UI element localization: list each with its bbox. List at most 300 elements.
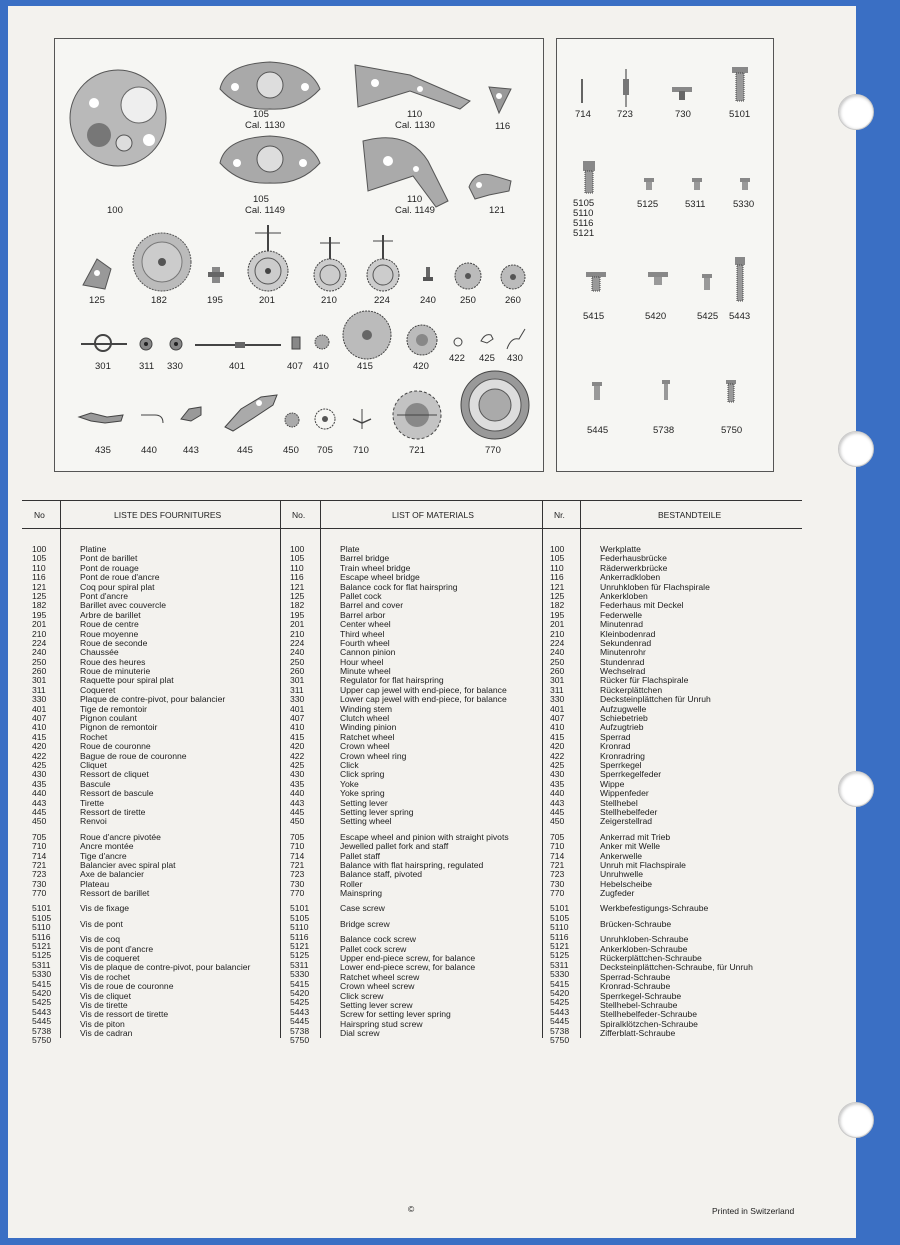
table-cell: 430 [32, 769, 47, 780]
table-cell: Bascule [80, 778, 111, 789]
table-cell: 121 [550, 581, 565, 592]
header-no: No. [292, 510, 306, 520]
part-label: 401 [229, 361, 245, 372]
part-illustration-case-screw [731, 65, 749, 103]
part-label: 311 [139, 361, 155, 372]
table-cell: 5443 [290, 1006, 310, 1017]
binder-hole [838, 94, 874, 130]
table-cell: 5445 [550, 1016, 570, 1027]
part-illustration-crown-wheel-screw [647, 271, 669, 287]
table-cell: 415 [32, 731, 47, 742]
table-cell: 5415 [550, 978, 570, 989]
table-cell: Hairspring stud screw [340, 1018, 423, 1029]
table-cell: 110 [550, 562, 564, 573]
table-cell: 5330 [290, 969, 310, 980]
table-cell: 250 [550, 656, 565, 667]
screw-label: 5311 [685, 199, 706, 210]
table-cell: 420 [32, 741, 47, 752]
part-illustration-fourth-wheel [363, 233, 403, 293]
table-cell: Vis de pont d'ancre [80, 943, 154, 954]
table-cell: Sperrad [600, 731, 631, 742]
table-cell: 450 [290, 816, 305, 827]
table-cell: 410 [550, 722, 565, 733]
table-cell: 5105 [32, 912, 52, 923]
table-cell: 224 [290, 637, 305, 648]
table-cell: 5125 [550, 950, 570, 961]
table-cell: 710 [550, 841, 565, 852]
french-column [80, 545, 250, 1039]
table-cell: 770 [32, 888, 47, 899]
table-cell: Pignon coulant [80, 713, 137, 724]
part-illustration-escape-wheel-bridge [487, 85, 513, 115]
table-cell: 443 [290, 797, 305, 808]
header-german: BESTANDTEILE [658, 510, 722, 520]
table-cell: 125 [32, 590, 47, 601]
table-cell: Wippenfeder [600, 788, 649, 799]
table-cell: Sperrkegel [600, 759, 642, 770]
part-illustration-train-wheel-bridge-1130 [350, 61, 475, 113]
screw-label: 5445 [587, 425, 609, 436]
table-cell: 721 [550, 859, 565, 870]
table-cell: 5311 [550, 959, 569, 970]
table-cell: Kleinbodenrad [600, 628, 656, 639]
part-illustration-barrel-bridge-1149 [215, 133, 325, 188]
part-illustration-setting-lever-spring [221, 391, 281, 435]
part-illustration-dial-screw [725, 379, 737, 403]
table-cell: Escape wheel and pinion with straight pivots [340, 831, 509, 842]
part-label: 440 [141, 445, 157, 456]
table-cell: Roue de seconde [80, 637, 148, 648]
table-cell: Crown wheel [340, 741, 390, 752]
part-illustration-pallet-staff [579, 79, 585, 103]
part-illustration-regulator [79, 333, 129, 353]
table-cell: 714 [290, 850, 305, 861]
part-illustration-balance [389, 387, 445, 443]
table-cell: 311 [550, 684, 564, 695]
table-cell: Stundenrad [600, 656, 645, 667]
table-cell: 5445 [32, 1016, 52, 1027]
screw-label: 730 [675, 109, 691, 120]
table-cell: 5738 [290, 1025, 310, 1036]
table-cell: 450 [32, 816, 47, 827]
table-cell: Schiebetrieb [600, 713, 648, 724]
table-cell: Stellhebelfeder [600, 806, 658, 817]
table-cell: 182 [32, 600, 47, 611]
part-illustration-setting-lever [179, 405, 205, 423]
table-cell: Kronradring [600, 750, 645, 761]
part-illustration-setting-wheel [283, 411, 301, 429]
part-illustration-click-screw [701, 273, 713, 291]
table-cell: 723 [550, 869, 565, 880]
table-cell: Balance with flat hairspring, regulated [340, 859, 484, 870]
table-cell: 415 [290, 731, 305, 742]
table-cell: Vis de cadran [80, 1028, 133, 1039]
table-cell: Ressort de cliquet [80, 769, 149, 780]
table-cell: 301 [550, 675, 565, 686]
table-cell: 330 [550, 694, 565, 705]
table-cell: Barillet avec couvercle [80, 600, 166, 611]
table-cell: Stellhebel [600, 797, 638, 808]
table-cell: Mainspring [340, 888, 383, 899]
part-illustration-ratchet-wheel-screw [585, 271, 607, 293]
table-cell: 210 [550, 628, 565, 639]
table-cell: Federhaus mit Deckel [600, 600, 684, 611]
part-label: 100 [107, 205, 123, 216]
table-cell: Case screw [340, 903, 385, 914]
copyright-mark: © [408, 1204, 415, 1214]
table-cell: Roue d'ancre pivotée [80, 831, 161, 842]
part-illustration-lower-cap-jewel [169, 337, 183, 351]
table-cell: 5738 [550, 1025, 570, 1036]
table-cell: Vis de coqueret [80, 953, 140, 964]
table-cell: Click [340, 759, 359, 770]
table-cell: 195 [290, 609, 305, 620]
part-illustration-winding-stem [195, 341, 281, 349]
screw-label: 5105 5110 5116 5121 [573, 198, 595, 239]
table-cell: Minutenrohr [600, 647, 646, 658]
parts-illustration-panel [54, 38, 544, 472]
part-label: 105 [253, 109, 269, 120]
part-illustration-crown-wheel-ring [453, 337, 463, 347]
table-cell: 121 [32, 581, 47, 592]
table-cell: 422 [32, 750, 47, 761]
table-cell: Ankerradkloben [600, 572, 661, 583]
table-cell: 723 [290, 869, 305, 880]
table-cell: 730 [32, 878, 47, 889]
part-label: 116 [495, 121, 511, 132]
table-cell: Decksteinplättchen für Unruh [600, 694, 711, 705]
printed-note: Printed in Switzerland [712, 1206, 795, 1216]
table-cell: Zugfeder [600, 888, 635, 899]
table-cell: 100 [290, 544, 305, 554]
table-cell: Setting lever screw [340, 999, 413, 1010]
table-cell: Regulator for flat hairspring [340, 675, 444, 686]
table-cell: 705 [550, 831, 565, 842]
table-cell: Unruhkloben für Flachspirale [600, 581, 710, 592]
part-illustration-clutch-wheel [289, 335, 303, 351]
table-cell: 250 [32, 656, 47, 667]
table-cell: Pallet cock screw [340, 943, 407, 954]
table-cell: Roue de centre [80, 619, 139, 630]
table-cell: 201 [550, 619, 565, 630]
table-cell: 5425 [290, 997, 310, 1008]
part-label: 407 [287, 361, 303, 372]
table-cell: 5116 [290, 931, 309, 942]
part-label: 435 [95, 445, 111, 456]
table-cell: Plate [340, 544, 360, 554]
part-illustration-mainspring [459, 369, 531, 441]
table-cell: 430 [290, 769, 305, 780]
part-illustration-lower-end-piece-screw [739, 177, 751, 191]
table-cell: Dial screw [340, 1028, 380, 1039]
table-cell: Barrel bridge [340, 553, 390, 564]
part-illustration-bridge-screw [581, 159, 597, 195]
table-cell: Vis de ressort de tirette [80, 1009, 169, 1020]
table-cell: 116 [550, 572, 564, 583]
part-label: 705 [317, 445, 333, 456]
table-cell: Cliquet [80, 759, 107, 770]
table-cell: 710 [32, 841, 47, 852]
part-label: 201 [259, 295, 275, 306]
table-cell: 443 [32, 797, 47, 808]
table-cell: Tige d'ancre [80, 850, 127, 861]
table-cell: 407 [550, 713, 565, 724]
part-label: 422 [449, 353, 465, 364]
binder-hole [838, 771, 874, 807]
part-label: 240 [420, 295, 436, 306]
table-cell: 445 [290, 806, 305, 817]
part-illustration-roller [671, 85, 693, 101]
table-cell: Bague de roue de couronne [80, 750, 187, 761]
table-cell: 224 [550, 637, 565, 648]
table-cell: 721 [290, 859, 305, 870]
table-cell: 5101 [290, 903, 310, 914]
table-cell: Roller [340, 878, 363, 889]
header-french: LISTE DES FOURNITURES [114, 510, 222, 520]
table-cell: Barrel and cover [340, 600, 404, 611]
part-label: 430 [507, 353, 523, 364]
table-cell: Roue de couronne [80, 741, 151, 752]
table-cell: Barrel arbor [340, 609, 386, 620]
part-label: 710 [353, 445, 369, 456]
number-column [550, 545, 569, 1045]
table-cell: Ancre montée [80, 841, 134, 852]
header-english: LIST OF MATERIALS [392, 510, 474, 520]
table-cell: Coq pour spiral plat [80, 581, 155, 592]
table-cell: 260 [550, 666, 565, 677]
table-cell: Tige de remontoir [80, 703, 148, 714]
table-cell: Balancier avec spiral plat [80, 859, 176, 870]
table-cell: 240 [550, 647, 565, 658]
table-cell: 443 [550, 797, 565, 808]
screw-label: 5420 [645, 311, 667, 322]
table-cell: Vis de coq [80, 934, 120, 945]
table-cell: Vis de fixage [80, 903, 130, 914]
table-cell: Pont de roue d'ancre [80, 572, 160, 583]
screw-label: 5330 [733, 199, 755, 210]
part-illustration-pallet-cock [77, 253, 117, 293]
screw-label: 5425 [697, 311, 719, 322]
table-cell: Bridge screw [340, 918, 390, 929]
table-cell: 5738 [32, 1025, 52, 1036]
table-cell: 445 [32, 806, 47, 817]
table-cell: Sperrkegelfeder [600, 769, 662, 780]
part-label: 445 [237, 445, 253, 456]
table-cell: Ankerrad mit Trieb [600, 831, 671, 842]
table-cell: 770 [290, 888, 305, 899]
table-cell: Aufzugtrieb [600, 722, 644, 733]
table-cell: Vis de plaque de contre-pivot, pour balancier [80, 962, 251, 973]
part-illustration-pallet-cock-screw [643, 177, 655, 191]
table-cell: 195 [32, 609, 47, 620]
table-cell: Rückerplättchen [600, 684, 663, 695]
table-cell: 407 [32, 713, 47, 724]
table-cell: 710 [290, 841, 305, 852]
screw-label: 714 [575, 109, 591, 120]
screw-label: 5101 [729, 109, 751, 120]
table-cell: 5125 [32, 950, 52, 961]
table-cell: Winding stem [340, 703, 393, 714]
screw-label: 723 [617, 109, 633, 120]
table-cell: 5116 [550, 931, 569, 942]
table-cell: 422 [550, 750, 565, 761]
table-cell: Werkbefestigungs-Schraube [600, 903, 709, 914]
table-cell: Setting lever [340, 797, 388, 808]
table-cell: 5445 [290, 1016, 310, 1027]
table-cell: 721 [32, 859, 47, 870]
part-label: 224 [374, 295, 390, 306]
table-cell: Rochet [80, 731, 108, 742]
table-cell: Balance cock for flat hairspring [340, 581, 458, 592]
table-cell: 301 [32, 675, 47, 686]
table-cell: 425 [32, 759, 47, 770]
table-cell: Ankerkloben-Schraube [600, 943, 688, 954]
table-cell: 5443 [550, 1006, 570, 1017]
binder-hole [838, 1102, 874, 1138]
table-cell: Vis de piton [80, 1018, 125, 1029]
table-cell: Crown wheel screw [340, 981, 415, 992]
table-cell: Kronrad-Schraube [600, 981, 671, 992]
table-cell: 5330 [32, 969, 52, 980]
table-cell: Pont de rouage [80, 562, 139, 573]
table-cell: Hebelscheibe [600, 878, 653, 889]
table-cell: Anker mit Welle [600, 841, 661, 852]
screw-label: 5443 [729, 311, 751, 322]
table-cell: Yoke spring [340, 788, 385, 799]
table-cell: 330 [32, 694, 47, 705]
part-illustration-minute-wheel [499, 263, 527, 291]
table-cell: Chaussée [80, 647, 119, 658]
table-cell: Ressort de tirette [80, 806, 146, 817]
table-cell: 5425 [550, 997, 570, 1008]
table-cell: Platine [80, 544, 107, 554]
table-cell: 240 [32, 647, 47, 658]
table-cell: 201 [32, 619, 47, 630]
part-illustration-barrel-arbor [207, 265, 225, 285]
table-cell: Vis de rochet [80, 971, 131, 982]
table-cell: 5420 [550, 987, 570, 998]
part-label: 450 [283, 445, 299, 456]
table-cell: Renvoi [80, 816, 107, 827]
table-cell: Pallet staff [340, 850, 380, 861]
table-cell: 105 [550, 553, 565, 564]
table-cell: Axe de balancier [80, 869, 145, 880]
table-cell: Balance staff, pivoted [340, 869, 423, 880]
table-cell: 116 [290, 572, 304, 583]
table-cell: 730 [550, 878, 565, 889]
part-illustration-upper-end-piece-screw [691, 177, 703, 191]
table-cell: 5750 [290, 1034, 310, 1045]
table-cell: 723 [32, 869, 47, 880]
binder-hole [838, 431, 874, 467]
table-cell: Vis de tirette [80, 999, 128, 1010]
table-cell: 311 [290, 684, 304, 695]
part-sublabel: Cal. 1149 [245, 205, 285, 216]
table-cell: 210 [32, 628, 47, 639]
part-illustration-plate [69, 65, 167, 171]
table-cell: 5415 [290, 978, 310, 989]
table-cell: 5116 [32, 931, 51, 942]
table-cell: 5105 [290, 912, 310, 923]
part-sublabel: Cal. 1149 [395, 205, 435, 216]
table-cell: Unruhwelle [600, 869, 643, 880]
screw-label: 5750 [721, 425, 743, 436]
table-cell: 450 [550, 816, 565, 827]
table-cell: Setting lever spring [340, 806, 414, 817]
part-illustration-balance-staff [619, 69, 633, 107]
part-label: 410 [313, 361, 329, 372]
part-label: 770 [485, 445, 501, 456]
table-cell: Ressort de bascule [80, 788, 154, 799]
part-label: 425 [479, 353, 495, 364]
part-label: 182 [151, 295, 167, 306]
table-cell: 105 [32, 553, 47, 564]
table-cell: 121 [290, 581, 305, 592]
table-cell: Vis de roue de couronne [80, 981, 174, 992]
table-cell: Minutenrad [600, 619, 643, 630]
table-cell: 100 [550, 544, 565, 554]
table-cell: Roue de minuterie [80, 666, 151, 677]
part-label: 195 [207, 295, 223, 306]
table-cell: Unruhkloben-Schraube [600, 934, 689, 945]
table-cell: 201 [290, 619, 305, 630]
table-cell: 401 [550, 703, 565, 714]
table-cell: Ressort de barillet [80, 888, 150, 899]
table-cell: Rücker für Flachspirale [600, 675, 689, 686]
table-cell: Yoke [340, 778, 359, 789]
table-cell: 195 [550, 609, 565, 620]
table-cell: Clutch wheel [340, 713, 390, 724]
table-cell: 705 [290, 831, 305, 842]
table-cell: Third wheel [340, 628, 385, 639]
table-cell: 425 [550, 759, 565, 770]
table-cell: 410 [32, 722, 47, 733]
part-illustration-crown-wheel [405, 323, 439, 357]
table-cell: 330 [290, 694, 305, 705]
part-illustration-third-wheel [310, 235, 350, 293]
table-cell: 425 [290, 759, 305, 770]
table-cell: 714 [32, 850, 47, 861]
table-cell: Cannon pinion [340, 647, 396, 658]
table-cell: Plaque de contre-pivot, pour balancier [80, 694, 226, 705]
table-cell: Escape wheel bridge [340, 572, 420, 583]
table-cell: 250 [290, 656, 305, 667]
table-cell: 714 [550, 850, 565, 861]
table-cell: Räderwerkbrücke [600, 562, 668, 573]
part-label: 110 [407, 109, 423, 120]
table-cell: 410 [290, 722, 305, 733]
english-column [340, 545, 509, 1039]
header-nr: Nr. [554, 510, 565, 520]
part-label: 721 [409, 445, 425, 456]
part-illustration-pallet-fork [351, 407, 373, 431]
table-cell: Screw for setting lever spring [340, 1009, 451, 1020]
table-cell: 401 [32, 703, 47, 714]
table-cell: 240 [290, 647, 305, 658]
part-sublabel: Cal. 1130 [245, 120, 285, 131]
part-illustration-yoke [77, 409, 125, 427]
number-column [32, 545, 51, 1045]
table-cell: 5330 [550, 969, 570, 980]
table-cell: Tirette [80, 797, 105, 808]
part-label: 250 [460, 295, 476, 306]
table-cell: 125 [290, 590, 305, 601]
part-label: 260 [505, 295, 521, 306]
table-cell: Fourth wheel [340, 637, 390, 648]
table-cell: 5121 [32, 941, 52, 952]
part-illustration-train-wheel-bridge-1149 [358, 131, 453, 211]
table-cell: Pignon de remontoir [80, 722, 158, 733]
